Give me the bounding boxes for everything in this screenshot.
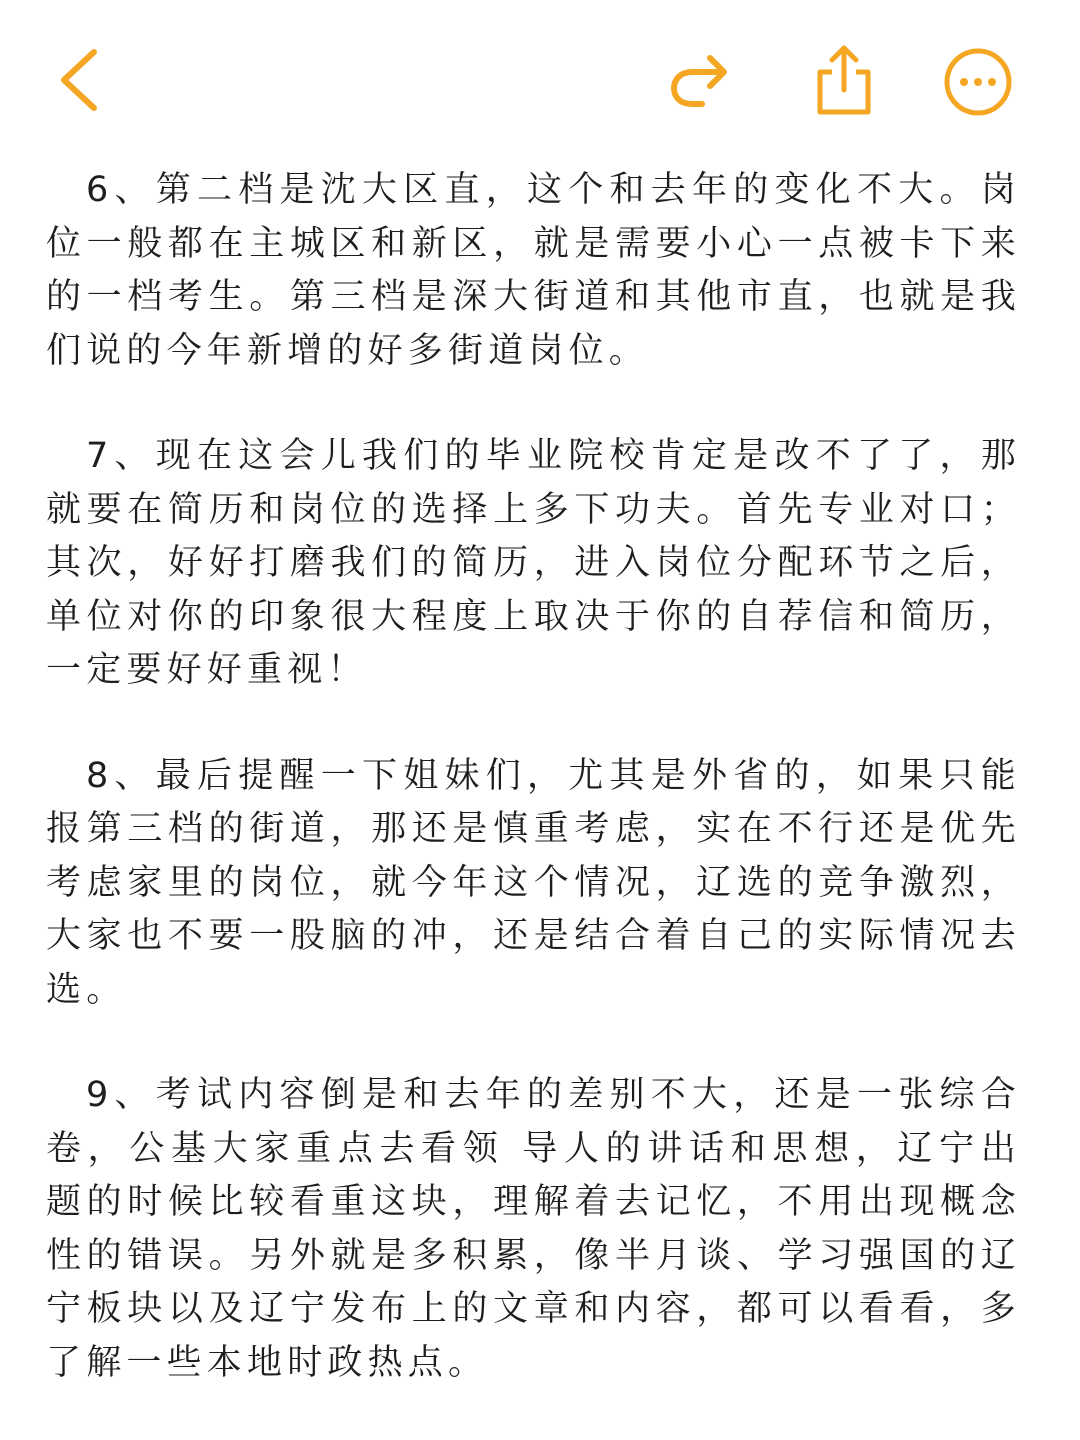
note-body[interactable] (46, 164, 1021, 1440)
note-paragraph: 9、考试内容倒是和去年的差别不大，还是一张综合卷，公基大家重点去看领 导人的讲话和思想，辽宁出题的时候比较看重这块，理解着去记忆，不用出现概念性的错误。另外就是多积累，像半月谈、学习强国的辽宁板块以及辽宁发布上的文章和内容，都可以看看，多了解一些本地时政热点。 (46, 1075, 1021, 1383)
back-button[interactable] (50, 40, 110, 120)
note-paragraph: 7、现在这会儿我们的毕业院校肯定是改不了了，那就要在简历和岗位的选择上多下功夫。首先专业对口；其次，好好打磨我们的简历，进入岗位分配环节之后，单位对你的印象很大程度上取决于你的自荐信和简历，一定要好好重视！ (46, 436, 1021, 690)
chevron-left-icon (50, 40, 110, 120)
redo-button[interactable] (662, 44, 734, 116)
note-paragraph: 6、第二档是沈大区直，这个和去年的变化不大。岗位一般都在主城区和新区，就是需要小心一点被卡下来的一档考生。第三档是深大街道和其他市直，也就是我们说的今年新增的好多街道岗位。 (46, 170, 1021, 371)
more-ellipsis-icon (940, 44, 1016, 120)
redo-arrow-icon (662, 44, 734, 116)
more-button[interactable] (940, 44, 1016, 120)
share-upload-icon (808, 40, 880, 120)
note-paragraph: 8、最后提醒一下姐妹们，尤其是外省的，如果只能报第三档的街道，那还是慎重考虑，实在不行还是优先考虑家里的岗位，就今年这个情况，辽选的竞争激烈，大家也不要一股脑的冲，还是结合着自己的实际情况去选。 (46, 755, 1021, 1010)
top-toolbar (0, 0, 1080, 150)
share-button[interactable] (808, 40, 880, 120)
